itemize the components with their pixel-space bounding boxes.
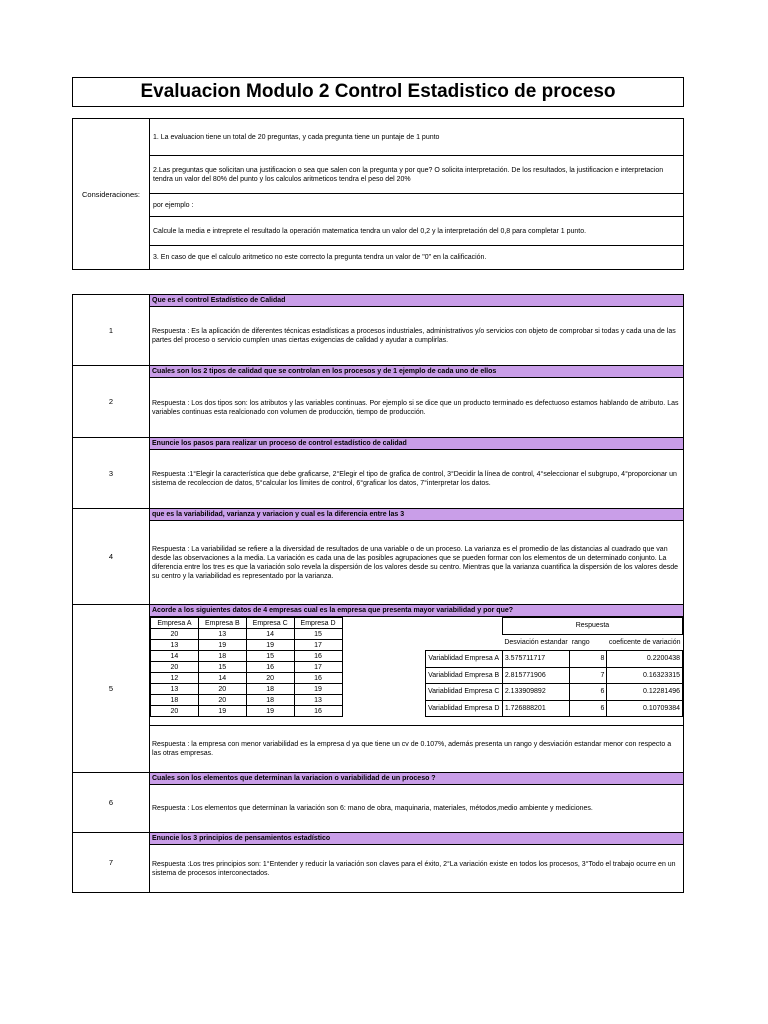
results-title: Respuesta bbox=[502, 618, 682, 635]
result-cv: 0.16323315 bbox=[607, 667, 683, 684]
result-cv: 0.10709384 bbox=[607, 700, 683, 717]
answer-text: Respuesta : La variabilidad se refiere a la diversidad de resultados de una variable o de un proceso. La varianza es el promedio de las distancias al cuadrado que van desde las observaciones a la media. La variación es cada una de las posibles agrupaciones que se pueden formar con los elementos de un determinado conjunto. La diferencia entre los tres es que la variación solo revela la dispersión de los valores desde su centro. Mientras que la varianza cuantifica la dispersión de los valores desde su centro y la variabilidad es representado por la varianza. bbox=[150, 521, 684, 605]
table-row bbox=[151, 706, 343, 717]
column-header: Empresa C bbox=[246, 618, 294, 629]
result-range: 6 bbox=[570, 684, 607, 701]
answer-text: Respuesta :1°Elegir la característica que debe graficarse, 2°Elegir el tipo de grafica de control, 3°Decidir la línea de control, 4°seleccionar el subgrupo, 4°proporcionar un sistema de recoleccion de datos, 5°calcular los límites de control, 6°graficar los datos, 7°interpretar los datos. bbox=[150, 450, 684, 509]
data-cell: 15 bbox=[294, 629, 342, 640]
question-number: 2 bbox=[73, 366, 150, 438]
table-row bbox=[151, 684, 343, 695]
question-text: Enuncie los pasos para realizar un proceso de control estadístico de calidad bbox=[150, 438, 684, 450]
data-cell: 12 bbox=[151, 673, 199, 684]
data-cell: 16 bbox=[294, 673, 342, 684]
data-cell: 17 bbox=[294, 640, 342, 651]
result-range: 8 bbox=[570, 651, 607, 668]
result-range: 6 bbox=[570, 700, 607, 717]
consideration-item: 3. En caso de que el calculo aritmetico no este correcto la pregunta tendra un valor de "0" en la calificación. bbox=[150, 246, 684, 270]
data-cell: 19 bbox=[198, 640, 246, 651]
data-cell: 20 bbox=[151, 662, 199, 673]
data-cell: 18 bbox=[246, 695, 294, 706]
data-cell: 18 bbox=[246, 684, 294, 695]
data-cell: 18 bbox=[198, 651, 246, 662]
question-text: Cuales son los elementos que determinan la variacion o variabilidad de un proceso ? bbox=[150, 773, 684, 785]
questions-table bbox=[72, 294, 684, 893]
data-cell: 13 bbox=[294, 695, 342, 706]
table-row bbox=[425, 700, 683, 717]
data-cell: 20 bbox=[246, 673, 294, 684]
result-sd: 2.815771906 bbox=[502, 667, 569, 684]
page-title: Evaluacion Modulo 2 Control Estadistico de proceso bbox=[140, 81, 616, 102]
considerations-table bbox=[72, 118, 684, 270]
data-cell: 20 bbox=[151, 629, 199, 640]
data-cell: 13 bbox=[198, 629, 246, 640]
question-text: Cuales son los 2 tipos de calidad que se controlan en los procesos y de 1 ejemplo de cada uno de ellos bbox=[150, 366, 684, 378]
consideration-item: Calcule la media e intreprete el resultado la operación matematica tendra un valor del 0,2 y la interpretación del 0,8 para completar 1 punto. bbox=[150, 217, 684, 246]
data-cell: 19 bbox=[246, 706, 294, 717]
data-cell: 13 bbox=[151, 684, 199, 695]
data-cell: 16 bbox=[294, 706, 342, 717]
question-number: 5 bbox=[73, 605, 150, 773]
data-cell: 13 bbox=[151, 640, 199, 651]
result-sd: 2.133909892 bbox=[502, 684, 569, 701]
data-cell: 19 bbox=[246, 640, 294, 651]
result-cv: 0.12281496 bbox=[607, 684, 683, 701]
q5-data-area bbox=[150, 617, 683, 725]
column-header: rango bbox=[571, 638, 590, 646]
table-row bbox=[151, 662, 343, 673]
data-cell: 15 bbox=[198, 662, 246, 673]
result-cv: 0.2200438 bbox=[607, 651, 683, 668]
answer-text: Respuesta :Los tres principios son: 1°Entender y reducir la variación son claves para el éxito, 2°La variación existe en todos los procesos, 3°Todo el trabajo ocurre en un sistema de procesos interconectados. bbox=[150, 845, 684, 893]
column-header: Empresa B bbox=[198, 618, 246, 629]
question-number: 4 bbox=[73, 509, 150, 605]
answer-text: Respuesta : Los dos tipos son: los atributos y las variables continuas. Por ejemplo si se dice que un producto terminado es defectuoso estamos hablando de atributo. Las variables continuas esta realcionado con volumen de producción, tiempo de producción. bbox=[150, 378, 684, 438]
question-text: Que es el control Estadístico de Calidad bbox=[150, 295, 684, 307]
data-cell: 16 bbox=[294, 651, 342, 662]
question-number: 6 bbox=[73, 773, 150, 833]
table-row bbox=[425, 651, 683, 668]
result-range: 7 bbox=[570, 667, 607, 684]
data-cell: 18 bbox=[151, 695, 199, 706]
result-label: Variablidad Empresa B bbox=[425, 667, 502, 684]
data-cell: 14 bbox=[198, 673, 246, 684]
question-text: que es la variabilidad, varianza y variacion y cual es la diferencia entre las 3 bbox=[150, 509, 684, 521]
result-sd: 1.726888201 bbox=[502, 700, 569, 717]
table-row bbox=[151, 629, 343, 640]
data-cell: 19 bbox=[294, 684, 342, 695]
data-cell: 17 bbox=[294, 662, 342, 673]
answer-text: Respuesta : Los elementos que determinan la variación son 6: mano de obra, maquinaria, materiales, métodos,medio ambiente y mediciones. bbox=[150, 785, 684, 833]
table-row bbox=[425, 667, 683, 684]
result-label: Variablidad Empresa C bbox=[425, 684, 502, 701]
table-row bbox=[151, 695, 343, 706]
table-row bbox=[425, 684, 683, 701]
answer-text: Respuesta : Es la aplicación de diferentes técnicas estadísticas a procesos industriales, administrativos y/o servicios con objeto de comprobar si todas y cada una de las partes del proceso o servicio cumplen unas ciertas exigencias de calidad y ayudar a cumplirlas. bbox=[150, 307, 684, 366]
title-box bbox=[72, 77, 684, 107]
data-cell: 15 bbox=[246, 651, 294, 662]
answer-text: Respuesta : la empresa con menor variabilidad es la empresa d ya que tiene un cv de 0.107%, además presenta un rango y desviación estandar menor con respecto a las otras empresas. bbox=[150, 725, 683, 772]
question-text: Enuncie los 3 principios de pensamientos estadístico bbox=[150, 833, 684, 845]
q5-body bbox=[150, 617, 684, 773]
results-table bbox=[425, 617, 684, 717]
column-header: Desviación estandar bbox=[504, 638, 568, 646]
data-cell: 20 bbox=[198, 684, 246, 695]
data-cell: 20 bbox=[198, 695, 246, 706]
data-cell: 14 bbox=[151, 651, 199, 662]
question-number: 1 bbox=[73, 295, 150, 366]
column-header: Empresa D bbox=[294, 618, 342, 629]
considerations-label: Consideraciones: bbox=[73, 119, 150, 270]
result-label: Variablidad Empresa A bbox=[425, 651, 502, 668]
consideration-item: 1. La evaluacion tiene un total de 20 preguntas, y cada pregunta tiene un puntaje de 1 punto bbox=[150, 119, 684, 156]
result-label: Variablidad Empresa D bbox=[425, 700, 502, 717]
question-text: Acorde a los siguientes datos de 4 empresas cual es la empresa que presenta mayor variabilidad y por que? bbox=[150, 605, 684, 617]
data-cell: 16 bbox=[246, 662, 294, 673]
data-cell: 19 bbox=[198, 706, 246, 717]
consideration-item: 2.Las preguntas que solicitan una justificacion o sea que salen con la pregunta y por que? O solicita interpretación. De los resultados, la justificacion e interpretacion tendra un valor del 80% del punto y los calculos aritmeticos tendra el peso del 20% bbox=[150, 156, 684, 194]
consideration-item: por ejemplo : bbox=[150, 194, 684, 217]
table-row bbox=[151, 673, 343, 684]
question-number: 7 bbox=[73, 833, 150, 893]
result-sd: 3.575711717 bbox=[502, 651, 569, 668]
question-number: 3 bbox=[73, 438, 150, 509]
table-row bbox=[151, 640, 343, 651]
column-header: coeficente de variación bbox=[608, 638, 681, 646]
companies-data-table bbox=[150, 617, 343, 717]
data-cell: 20 bbox=[151, 706, 199, 717]
table-row bbox=[151, 651, 343, 662]
column-header: Empresa A bbox=[151, 618, 199, 629]
data-cell: 14 bbox=[246, 629, 294, 640]
